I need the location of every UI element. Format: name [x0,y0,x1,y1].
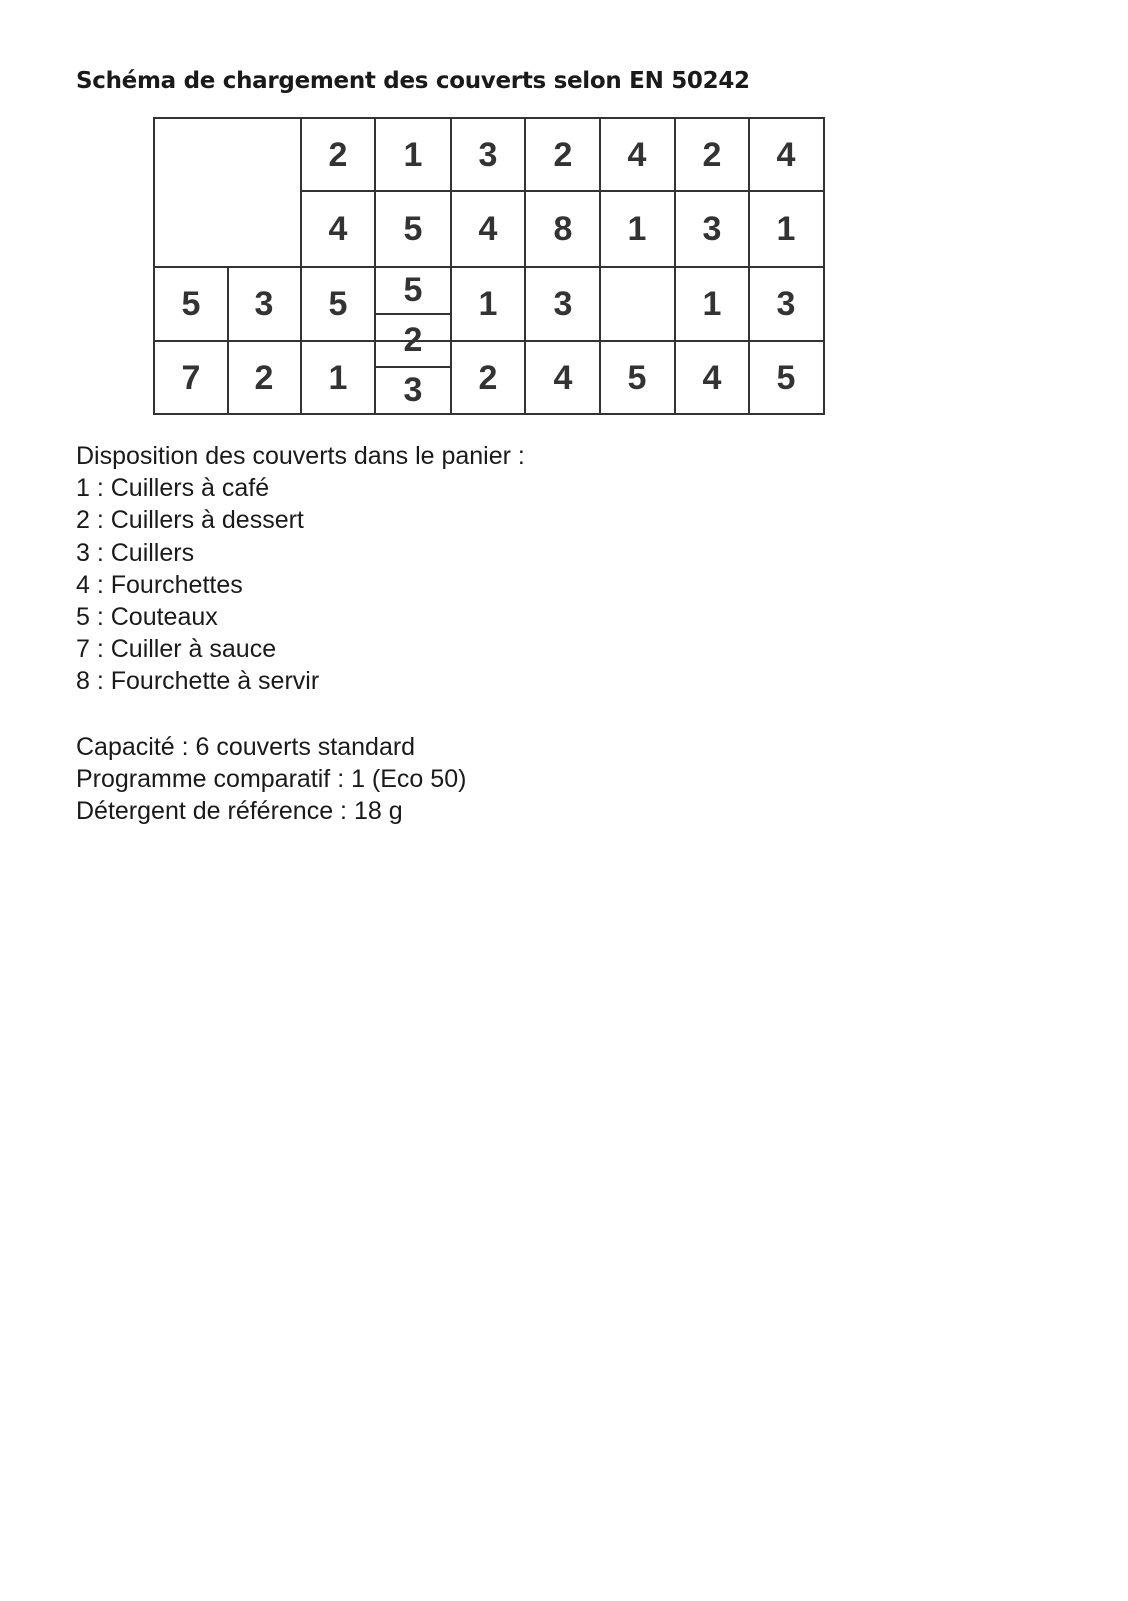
detergent-line: Détergent de référence : 18 g [76,797,403,825]
page-title: Schéma de chargement des couverts selon EN 50242 [76,68,750,94]
basket-cell: 1 [328,359,348,397]
basket-cell: 3 [254,285,274,323]
basket-cell: 3 [702,210,722,248]
capacity-line: Capacité : 6 couverts standard [76,733,416,761]
basket-cell: 5 [181,285,201,323]
basket-cell: 1 [776,210,796,248]
basket-cell: 1 [627,210,647,248]
basket-cell: 1 [478,285,498,323]
basket-cell: 4 [776,136,796,174]
basket-cell: 2 [553,136,573,174]
basket-cell: 4 [478,210,498,248]
basket-cell: 2 [328,136,348,174]
basket-cell: 3 [776,285,796,323]
program-line: Programme comparatif : 1 (Eco 50) [76,765,467,793]
legend-item: 1 : Cuillers à café [76,474,270,503]
basket-cell: 2 [403,321,423,359]
basket-cell: 8 [553,210,573,248]
legend-item: 5 : Couteaux [76,603,218,632]
basket-cell: 3 [553,285,573,323]
legend-item: 7 : Cuiller à sauce [76,635,277,664]
basket-cell: 5 [403,271,423,309]
basket-cell: 5 [328,285,348,323]
basket-cell: 3 [478,136,498,174]
legend-item: 3 : Cuillers [76,538,195,567]
cutlery-basket-diagram [153,117,825,415]
basket-cell: 3 [403,371,423,409]
basket-cell: 4 [627,136,647,174]
basket-cell: 4 [553,359,573,397]
basket-cell: 5 [403,210,423,248]
test-specifications [76,731,466,827]
legend-item: 4 : Fourchettes [76,570,243,599]
basket-cell: 2 [702,136,722,174]
basket-cell: 2 [478,359,498,397]
basket-cell: 4 [702,359,722,397]
basket-cell: 1 [403,136,423,174]
legend-heading: Disposition des couverts dans le panier : [76,442,525,470]
cutlery-legend [76,440,525,698]
basket-cell: 5 [627,359,647,397]
basket-cell: 1 [702,285,722,323]
basket-cell: 7 [181,359,201,397]
basket-cell: 4 [328,210,348,248]
basket-cell: 5 [776,359,796,397]
legend-item: 2 : Cuillers à dessert [76,506,304,535]
basket-cell: 2 [254,359,274,397]
legend-item: 8 : Fourchette à servir [76,667,320,696]
